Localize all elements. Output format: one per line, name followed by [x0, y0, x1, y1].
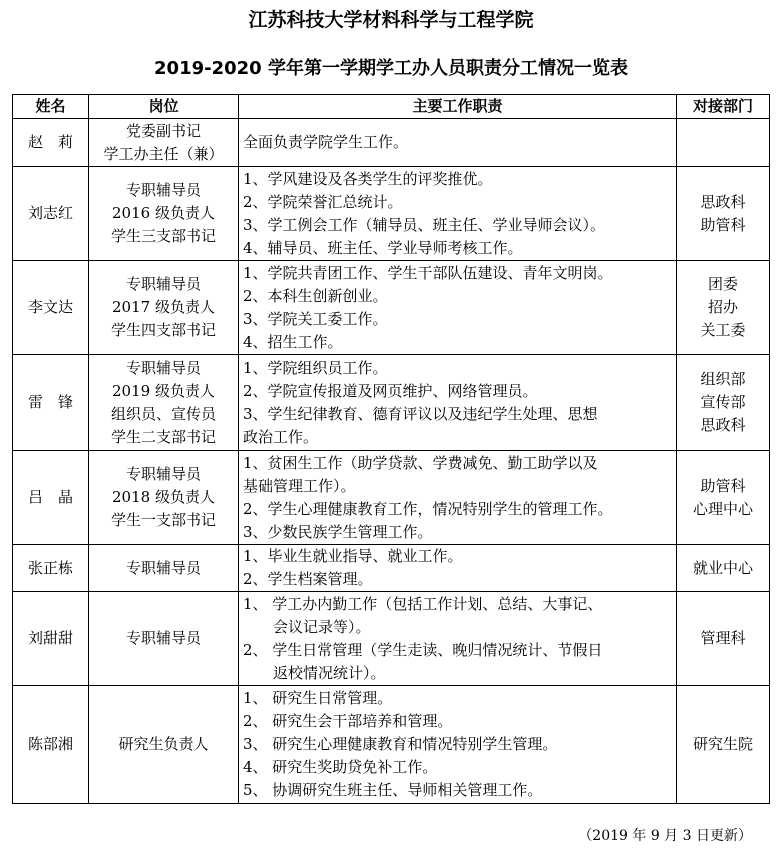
cell-dept [677, 119, 770, 167]
cell-duties [239, 545, 677, 592]
position-line: 学生四支部书记 [110, 321, 216, 339]
dept-line: 心理中心 [692, 499, 753, 518]
position-line: 学生二支部书记 [110, 427, 216, 446]
position-line: 研究生负责人 [118, 735, 209, 753]
duty-line: 政治工作。 [243, 427, 319, 446]
duty-line: 全面负责学院学生工作。 [243, 133, 409, 151]
dept-line: 招办 [707, 298, 738, 316]
duty-line: 2、学生心理健康教育工作，情况特别学生的管理工作。 [243, 499, 613, 518]
dept-line: 管理科 [700, 629, 746, 647]
position-line: 学工办主任（兼） [103, 144, 224, 163]
duty-line: 2、本科生创新创业。 [243, 286, 388, 305]
cell-dept [677, 451, 770, 545]
position-line: 专职辅导员 [125, 629, 201, 647]
update-date: （2019 年 9 月 3 日更新） [578, 828, 752, 844]
position-line: 专职辅导员 [125, 558, 201, 577]
dept-line: 助管科 [700, 215, 746, 234]
header-duties: 主要工作职责 [239, 95, 677, 119]
cell-duties [239, 686, 677, 804]
cell-dept [677, 545, 770, 592]
dept-line: 研究生院 [692, 735, 753, 753]
duty-line: 3、 研究生心理健康教育和情况特别学生管理。 [243, 735, 558, 753]
cell-name: 吕 晶 [13, 451, 89, 545]
table-row [13, 686, 770, 804]
duty-line: 3、学工例会工作（辅导员、班主任、学业导师会议）。 [243, 215, 606, 234]
cell-duties [239, 355, 677, 451]
position-line: 专职辅导员 [125, 465, 201, 483]
position-line: 学生一支部书记 [110, 511, 216, 529]
table-header-row [13, 95, 770, 119]
dept-line: 关工委 [700, 321, 746, 339]
cell-duties [239, 261, 677, 355]
duty-line: 3、学院关工委工作。 [243, 309, 388, 328]
cell-position [89, 119, 239, 167]
position-line: 专职辅导员 [125, 275, 201, 293]
cell-name: 赵 莉 [13, 119, 89, 167]
duty-line: 2、 学生日常管理（学生走读、晚归情况统计、节假日 [243, 640, 603, 659]
duty-line: 1、毕业生就业指导、就业工作。 [243, 547, 463, 565]
cell-duties [239, 167, 677, 261]
duty-line: 返校情况统计）。 [243, 663, 386, 682]
cell-position [89, 261, 239, 355]
table-row [13, 119, 770, 167]
table-row [13, 592, 770, 686]
duty-line: 3、少数民族学生管理工作。 [243, 522, 433, 541]
duty-line: 4、 研究生奖助贷免补工作。 [243, 758, 438, 776]
document-subtitle: 2019-2020 学年第一学期学工办人员职责分工情况一览表 [154, 58, 628, 79]
cell-position [89, 355, 239, 451]
cell-duties [239, 592, 677, 686]
dept-line: 思政科 [700, 192, 746, 211]
cell-position [89, 167, 239, 261]
duty-line: 4、辅导员、班主任、学业导师考核工作。 [243, 238, 523, 257]
cell-position [89, 686, 239, 804]
dept-line: 思政科 [700, 416, 746, 434]
duty-line: 1、 学工办内勤工作（包括工作计划、总结、大事记、 [243, 594, 603, 613]
duty-table [12, 94, 770, 804]
duty-line: 5、 协调研究生班主任、导师相关管理工作。 [243, 781, 543, 799]
cell-name: 雷 锋 [13, 355, 89, 451]
dept-line: 组织部 [700, 370, 746, 388]
cell-position [89, 592, 239, 686]
dept-line: 团委 [707, 275, 738, 293]
position-line: 专职辅导员 [125, 358, 201, 377]
table-row [13, 355, 770, 451]
position-line: 2017 级负责人 [112, 298, 215, 316]
header-dept: 对接部门 [677, 95, 770, 119]
cell-dept [677, 592, 770, 686]
cell-name: 李文达 [13, 261, 89, 355]
cell-dept [677, 261, 770, 355]
cell-name: 刘甜甜 [13, 592, 89, 686]
cell-name: 陈部湘 [13, 686, 89, 804]
duty-line: 1、贫困生工作（助学贷款、学费减免、勤工助学以及 [243, 453, 598, 472]
cell-position [89, 545, 239, 592]
cell-dept [677, 686, 770, 804]
position-line: 2019 级负责人 [112, 381, 215, 400]
duty-line: 基础管理工作）。 [243, 476, 356, 495]
table-body [13, 119, 770, 804]
cell-position [89, 451, 239, 545]
cell-name: 张正栋 [13, 545, 89, 592]
duty-line: 2、 研究生会干部培养和管理。 [243, 712, 453, 730]
dept-line: 就业中心 [692, 558, 753, 577]
duty-line: 会议记录等）。 [243, 617, 371, 636]
duty-line: 1、学风建设及各类学生的评奖推优。 [243, 169, 493, 188]
position-line: 学生三支部书记 [110, 227, 216, 245]
duty-line: 2、学院宣传报道及网页维护、网络管理员。 [243, 381, 538, 400]
position-line: 2016 级负责人 [112, 204, 215, 222]
cell-name: 刘志红 [13, 167, 89, 261]
cell-duties [239, 119, 677, 167]
header-name: 姓名 [13, 95, 89, 119]
table-row [13, 167, 770, 261]
duty-line: 2、学院荣誉汇总统计。 [243, 192, 403, 211]
duty-line: 1、 研究生日常管理。 [243, 689, 393, 707]
header-position: 岗位 [89, 95, 239, 119]
position-line: 党委副书记 [125, 121, 201, 140]
document-title: 江苏科技大学材料科学与工程学院 [248, 9, 534, 31]
cell-dept [677, 355, 770, 451]
position-line: 组织员、宣传员 [110, 404, 216, 423]
position-line: 专职辅导员 [125, 181, 201, 199]
dept-line: 宣传部 [700, 393, 746, 411]
duty-line: 2、学生档案管理。 [243, 570, 373, 588]
cell-duties [239, 451, 677, 545]
duty-line: 1、学院共青团工作、学生干部队伍建设、青年文明岗。 [243, 263, 613, 282]
duty-line: 3、学生纪律教育、德育评议以及违纪学生处理、思想 [243, 404, 598, 423]
dept-line: 助管科 [700, 476, 746, 495]
position-line: 2018 级负责人 [112, 488, 215, 506]
table-row [13, 261, 770, 355]
duty-line: 4、招生工作。 [243, 332, 343, 351]
duty-line: 1、学院组织员工作。 [243, 358, 388, 377]
cell-dept [677, 167, 770, 261]
table-row [13, 545, 770, 592]
table-row [13, 451, 770, 545]
